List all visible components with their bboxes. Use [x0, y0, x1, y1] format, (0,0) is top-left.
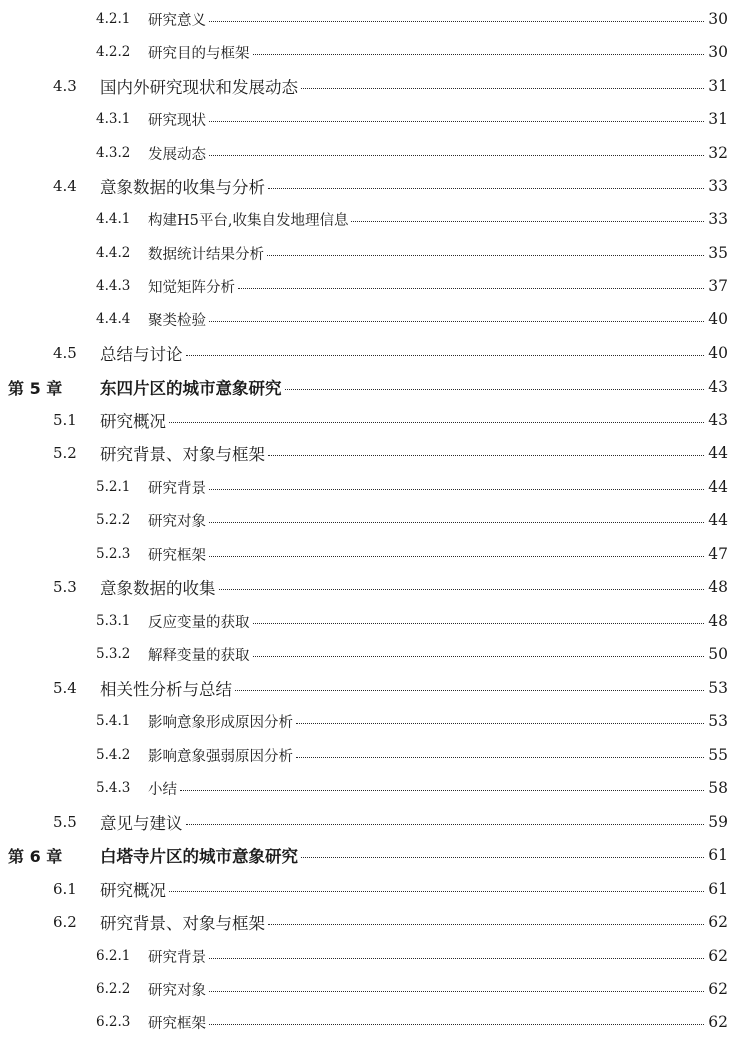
dot-leader: [209, 21, 704, 22]
toc-page-number: 48: [708, 578, 728, 596]
toc-page-number: 30: [708, 10, 728, 28]
toc-page-number: 43: [708, 378, 728, 396]
dot-leader: [238, 288, 704, 289]
toc-page-number: 58: [708, 779, 728, 797]
toc-chapter-title: 白塔寺片区的城市意象研究: [100, 847, 298, 866]
toc-page-number: 62: [708, 947, 728, 965]
toc-title: 研究概况: [100, 881, 166, 900]
dot-leader: [253, 656, 705, 657]
toc-page-number: 37: [708, 277, 728, 295]
toc-number: 5.5: [53, 813, 77, 831]
dot-leader: [351, 221, 704, 222]
toc-entry[interactable]: [0, 239, 742, 267]
toc-number: 4.4.1: [96, 211, 131, 227]
toc-number: 4.4.2: [96, 245, 131, 261]
toc-entry[interactable]: [0, 72, 742, 100]
dot-leader: [209, 321, 704, 322]
toc-entry[interactable]: [0, 808, 742, 836]
toc-title: 解释变量的获取: [148, 647, 250, 664]
toc-number: 4.2.1: [96, 11, 131, 27]
dot-leader: [268, 188, 704, 189]
dot-leader: [301, 857, 704, 858]
toc-page-number: 31: [708, 110, 728, 128]
toc-number: 5.2.3: [96, 546, 131, 562]
toc-page-number: 44: [708, 444, 728, 462]
toc-entry[interactable]: [0, 540, 742, 568]
dot-leader: [209, 556, 704, 557]
toc-page-number: 53: [708, 679, 728, 697]
dot-leader: [209, 991, 704, 992]
toc-number: 5.2.1: [96, 479, 131, 495]
toc-page-number: 50: [708, 645, 728, 663]
toc-page-number: 32: [708, 144, 728, 162]
toc-page-number: 31: [708, 77, 728, 95]
toc-number: 5.3: [53, 578, 77, 596]
toc-entry[interactable]: [0, 506, 742, 534]
toc-title: 反应变量的获取: [148, 614, 250, 631]
toc-title: 总结与讨论: [100, 345, 183, 364]
toc-title: 构建H5平台,收集自发地理信息: [148, 212, 349, 229]
toc-title: 国内外研究现状和发展动态: [100, 78, 298, 97]
dot-leader: [169, 422, 704, 423]
toc-title: 研究背景、对象与框架: [100, 445, 265, 464]
toc-chapter-entry[interactable]: [0, 373, 742, 401]
toc-entry[interactable]: [0, 5, 742, 33]
toc-entry[interactable]: [0, 439, 742, 467]
dot-leader: [253, 54, 705, 55]
toc-entry[interactable]: [0, 573, 742, 601]
toc-page-number: 53: [708, 712, 728, 730]
toc-title: 研究背景、对象与框架: [100, 914, 265, 933]
toc-title: 研究对象: [148, 982, 206, 999]
toc-title: 研究目的与框架: [148, 45, 250, 62]
toc-number: 4.3: [53, 77, 77, 95]
toc-page-number: 55: [708, 746, 728, 764]
toc-entry[interactable]: [0, 406, 742, 434]
toc-page-number: 61: [708, 846, 728, 864]
toc-entry[interactable]: [0, 473, 742, 501]
toc-title: 小结: [148, 781, 177, 798]
toc-number: 5.4: [53, 679, 77, 697]
dot-leader: [209, 155, 704, 156]
toc-title: 意象数据的收集与分析: [100, 178, 265, 197]
toc-entry[interactable]: [0, 875, 742, 903]
dot-leader: [186, 355, 705, 356]
toc-number: 5.3.1: [96, 613, 131, 629]
dot-leader: [267, 255, 704, 256]
toc-number: 4.4.4: [96, 311, 131, 327]
dot-leader: [169, 891, 704, 892]
toc-title: 数据统计结果分析: [148, 246, 264, 263]
toc-page-number: 33: [708, 177, 728, 195]
toc-number: 4.3.1: [96, 111, 131, 127]
toc-chapter-number: 第 5 章: [8, 378, 63, 398]
toc-title: 研究框架: [148, 547, 206, 564]
toc-entry[interactable]: [0, 305, 742, 333]
toc-entry[interactable]: [0, 172, 742, 200]
toc-chapter-number: 第 6 章: [8, 846, 63, 866]
toc-page-number: 40: [708, 310, 728, 328]
toc-title: 相关性分析与总结: [100, 680, 232, 699]
toc-entry[interactable]: [0, 741, 742, 769]
toc-title: 研究概况: [100, 412, 166, 431]
toc-page-number: 44: [708, 511, 728, 529]
dot-leader: [296, 757, 704, 758]
toc-page-number: 48: [708, 612, 728, 630]
toc-number: 5.1: [53, 411, 77, 429]
toc-chapter-title: 东四片区的城市意象研究: [100, 379, 282, 398]
toc-title: 影响意象形成原因分析: [148, 714, 293, 731]
toc-title: 研究背景: [148, 949, 206, 966]
toc-title: 研究框架: [148, 1015, 206, 1032]
toc-entry[interactable]: [0, 908, 742, 936]
toc-title: 研究意义: [148, 12, 206, 29]
toc-page-number: 62: [708, 913, 728, 931]
toc-entry[interactable]: [0, 975, 742, 1003]
toc-page-number: 47: [708, 545, 728, 563]
toc-number: 5.3.2: [96, 646, 131, 662]
dot-leader: [209, 522, 704, 523]
toc-number: 6.2.2: [96, 981, 131, 997]
toc-entry[interactable]: [0, 139, 742, 167]
toc-entry[interactable]: [0, 607, 742, 635]
toc-entry[interactable]: [0, 707, 742, 735]
dot-leader: [186, 824, 705, 825]
dot-leader: [235, 690, 704, 691]
toc-entry[interactable]: [0, 205, 742, 233]
toc-number: 4.5: [53, 344, 77, 362]
toc-page-number: 62: [708, 980, 728, 998]
toc-title: 知觉矩阵分析: [148, 279, 235, 296]
toc-number: 6.1: [53, 880, 77, 898]
toc-number: 5.2: [53, 444, 77, 462]
toc-title: 研究对象: [148, 513, 206, 530]
toc-page-number: 44: [708, 478, 728, 496]
toc-entry[interactable]: [0, 38, 742, 66]
toc-title: 研究背景: [148, 480, 206, 497]
toc-page-number: 35: [708, 244, 728, 262]
toc-number: 4.4.3: [96, 278, 131, 294]
toc-page-number: 62: [708, 1013, 728, 1031]
toc-entry[interactable]: [0, 272, 742, 300]
toc-entry[interactable]: [0, 105, 742, 133]
toc-title: 意象数据的收集: [100, 579, 216, 598]
toc-page-number: 33: [708, 210, 728, 228]
toc-entry[interactable]: [0, 640, 742, 668]
toc-page-number: 30: [708, 43, 728, 61]
toc-number: 5.4.2: [96, 747, 131, 763]
toc-entry[interactable]: [0, 339, 742, 367]
toc-page-number: 43: [708, 411, 728, 429]
toc-title: 发展动态: [148, 146, 206, 163]
toc-entry[interactable]: [0, 674, 742, 702]
toc-entry[interactable]: [0, 1008, 742, 1036]
toc-number: 5.2.2: [96, 512, 131, 528]
toc-number: 6.2.1: [96, 948, 131, 964]
toc-page-number: 40: [708, 344, 728, 362]
toc-entry[interactable]: [0, 942, 742, 970]
dot-leader: [285, 389, 705, 390]
toc-title: 影响意象强弱原因分析: [148, 748, 293, 765]
dot-leader: [180, 790, 704, 791]
toc-number: 5.4.1: [96, 713, 131, 729]
dot-leader: [253, 623, 705, 624]
toc-title: 研究现状: [148, 112, 206, 129]
dot-leader: [209, 121, 704, 122]
dot-leader: [268, 924, 704, 925]
toc-number: 4.3.2: [96, 145, 131, 161]
dot-leader: [296, 723, 704, 724]
toc-chapter-entry[interactable]: [0, 841, 742, 869]
toc-number: 4.4: [53, 177, 77, 195]
toc-title: 意见与建议: [100, 814, 183, 833]
dot-leader: [209, 958, 704, 959]
toc-number: 6.2.3: [96, 1014, 131, 1030]
toc-page-number: 61: [708, 880, 728, 898]
dot-leader: [301, 88, 704, 89]
toc-page-number: 59: [708, 813, 728, 831]
dot-leader: [209, 489, 704, 490]
toc-number: 4.2.2: [96, 44, 131, 60]
toc-number: 5.4.3: [96, 780, 131, 796]
dot-leader: [209, 1024, 704, 1025]
dot-leader: [268, 455, 704, 456]
toc-entry[interactable]: [0, 774, 742, 802]
dot-leader: [219, 589, 705, 590]
toc-number: 6.2: [53, 913, 77, 931]
toc-title: 聚类检验: [148, 312, 206, 329]
